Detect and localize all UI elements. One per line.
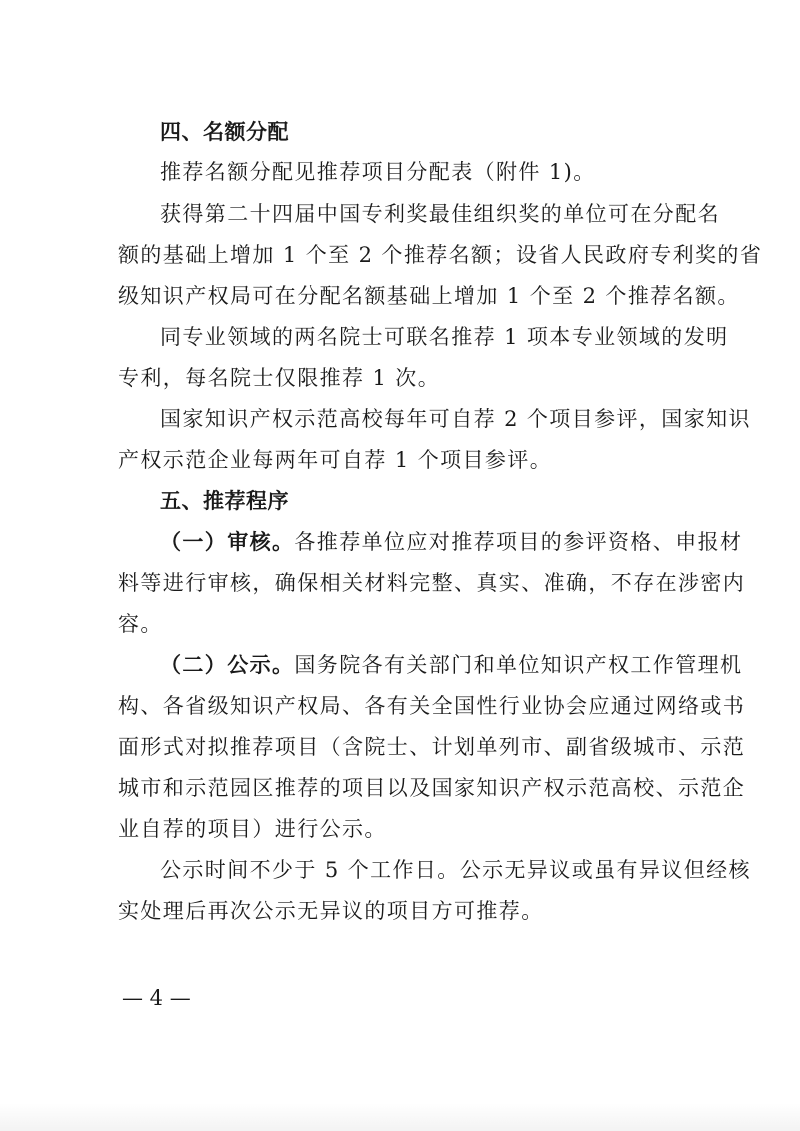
section4-paragraph4-line1: 国家知识产权示范高校每年可自荐 2 个项目参评，国家知识 — [160, 407, 751, 431]
section5-last-paragraph-line1: 公示时间不少于 5 个工作日。公示无异议或虽有异议但经核 — [160, 858, 751, 882]
sub2-text: 国务院各有关部门和单位知识产权工作管理机 — [294, 653, 743, 677]
section5-sub2-line3: 面形式对拟推荐项目（含院士、计划单列市、副省级城市、示范 — [118, 735, 746, 759]
section5-sub1-line3: 容。 — [118, 612, 163, 636]
section5-sub2-line2: 构、各省级知识产权局、各有关全国性行业协会应通过网络或书 — [118, 694, 746, 718]
section5-last-paragraph-line2: 实处理后再次公示无异议的项目方可推荐。 — [118, 899, 544, 923]
section5-heading: 五、推荐程序 — [160, 489, 289, 513]
section5-sub1-line1 — [160, 527, 743, 557]
section4-paragraph3-line2: 专利，每名院士仅限推荐 1 次。 — [118, 366, 441, 390]
section5-sub1-line2: 料等进行审核，确保相关材料完整、真实、准确，不存在涉密内 — [118, 571, 746, 595]
section4-paragraph1-line1: 推荐名额分配见推荐项目分配表（附件 1)。 — [160, 160, 596, 184]
scan-edge-shadow — [0, 1103, 800, 1131]
sub1-text: 各推荐单位应对推荐项目的参评资格、申报材 — [294, 530, 743, 554]
section4-paragraph2-line1: 获得第二十四届中国专利奖最佳组织奖的单位可在分配名 — [160, 202, 720, 226]
section5-sub2-line4: 城市和示范园区推荐的项目以及国家知识产权示范高校、示范企 — [118, 776, 746, 800]
section4-paragraph4-line2: 产权示范企业每两年可自荐 1 个项目参评。 — [118, 448, 553, 472]
section4-paragraph2-line2: 额的基础上增加 1 个至 2 个推荐名额；设省人民政府专利奖的省 — [118, 243, 763, 267]
page-number: — 4 — — [122, 986, 191, 1010]
section5-sub2-line1 — [160, 650, 743, 680]
sub1-label: （一）审核。 — [160, 529, 295, 554]
sub2-label: （二）公示。 — [160, 652, 295, 677]
section5-sub2-line5: 业自荐的项目）进行公示。 — [118, 817, 387, 841]
section4-heading: 四、名额分配 — [160, 120, 289, 144]
section4-paragraph2-line3: 级知识产权局可在分配名额基础上增加 1 个至 2 个推荐名额。 — [118, 284, 740, 308]
section4-paragraph3-line1: 同专业领域的两名院士可联名推荐 1 项本专业领域的发明 — [160, 325, 729, 349]
